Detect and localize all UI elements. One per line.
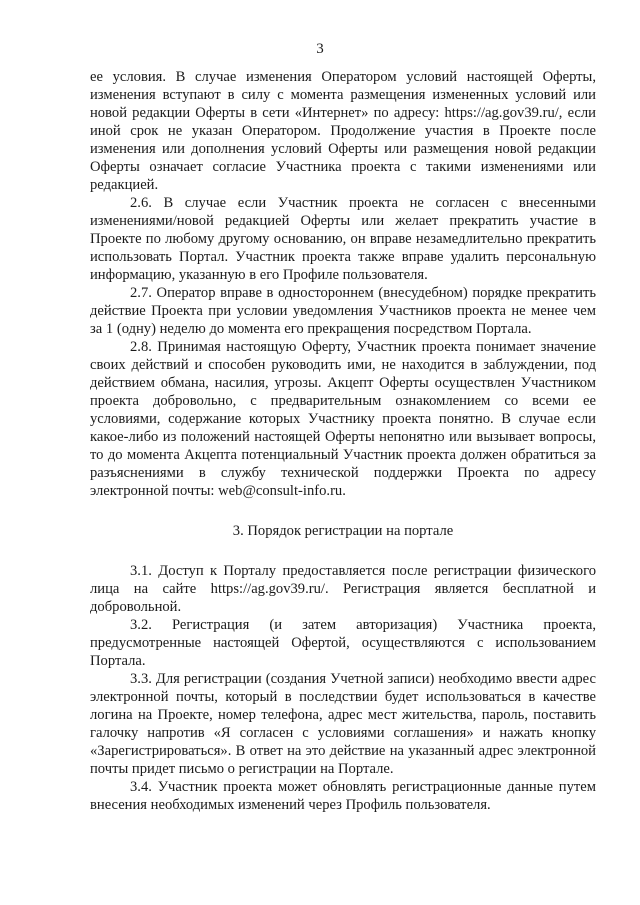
paragraph-2-6: 2.6. В случае если Участник проекта не согласен с внесенными изменениями/новой редакцией Оферты или желает прекратить участие в Проекте по любому другому основанию, он вправе незамедлительно прекратить использовать Портал. Участник проекта также вправе удалить персональную информацию, указанную в его Профиле пользователя.	[90, 195, 596, 283]
paragraph-2-7: 2.7. Оператор вправе в одностороннем (внесудебном) порядке прекратить действие Проекта при условии уведомления Участников проекта не менее чем за 1 (одну) неделю до момента его прекращения посредством Портала.	[90, 285, 596, 337]
page-number: 3	[316, 41, 324, 57]
paragraph-3-4: 3.4. Участник проекта может обновлять регистрационные данные путем внесения необходимых изменений через Профиль пользователя.	[90, 779, 596, 813]
section-heading-3: 3. Порядок регистрации на портале	[232, 523, 454, 539]
paragraph-3-2: 3.2. Регистрация (и затем авторизация) Участника проекта, предусмотренные настоящей Офертой, осуществляются с использованием Портала.	[90, 617, 596, 669]
paragraph-3-3: 3.3. Для регистрации (создания Учетной записи) необходимо ввести адрес электронной почты, который в последствии будет использоваться в качестве логина на Проекте, номер телефона, адрес мест жительства, пароль, поставить галочку напротив «Я согласен с условиями соглашения» и нажать кнопку «Зарегистрироваться». В ответ на это действие на указанный адрес электронной почты придет письмо о регистрации на Портале.	[90, 671, 596, 777]
paragraph-3-1: 3.1. Доступ к Порталу предоставляется после регистрации физического лица на сайте https://ag.gov39.ru/. Регистрация является бесплатной и добровольной.	[90, 563, 596, 615]
paragraph-2-8: 2.8. Принимая настоящую Оферту, Участник проекта понимает значение своих действий и способен руководить ими, не находится в заблуждении, под действием обмана, насилия, угрозы. Акцепт Оферты осуществлен Участником проекта добровольно, с предварительным ознакомлением со всеми ее условиями, содержание которых Участнику проекта понятно. В случае если какое-либо из положений настоящей Оферты непонятно или вызывает вопросы, то до момента Акцепта потенциальный Участник проекта должен обратиться за разъяснениями в службу технической поддержки Проекта по адресу электронной почты: web@consult-info.ru.	[90, 339, 596, 499]
paragraph-continuation: ее условия. В случае изменения Оператором условий настоящей Оферты, изменения вступают в силу с момента размещения измененных условий или новой редакции Оферты в сети «Интернет» по адресу: https://ag.gov39.ru/, если иной срок не указан Оператором. Продолжение участия в Проекте после изменения или дополнения условий Оферты или размещения новой редакции Оферты означает согласие Участника проекта с такими изменениями или редакцией.	[90, 69, 596, 193]
document-body	[90, 68, 596, 814]
